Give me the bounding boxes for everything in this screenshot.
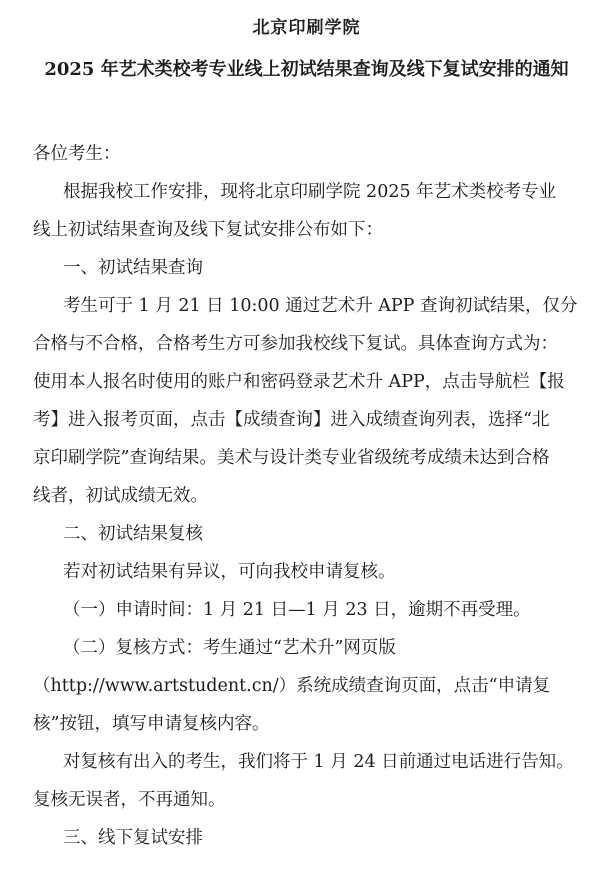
document-line: 一、初试结果查询: [63, 258, 203, 278]
document-line: 线上初试结果查询及线下复试安排公布如下：: [33, 220, 383, 240]
document-line: 考生可于 1 月 21 日 10:00 通过艺术升 APP 查询初试结果，仅分: [63, 296, 578, 316]
document-line: 核”按钮，填写申请复核内容。: [33, 714, 270, 734]
document-line: 复核无误者，不再通知。: [33, 790, 226, 810]
document-body: [0, 135, 613, 857]
document-line: （http://www.artstudent.cn/）系统成绩查询页面，点击“申请复: [33, 676, 551, 696]
document-line: 京印刷学院”查询结果。美术与设计类专业省级统考成绩未达到合格: [33, 448, 550, 468]
document-line: 若对初试结果有异议，可向我校申请复核。: [63, 562, 396, 582]
document-line: 根据我校工作安排，现将北京印刷学院 2025 年艺术类校考专业: [63, 182, 557, 202]
document-line: 合格与不合格，合格考生方可参加我校线下复试。具体查询方式为：: [33, 334, 558, 354]
document-line: 线者，初试成绩无效。: [33, 486, 208, 506]
document-line: 各位考生：: [33, 144, 121, 164]
document-line: 使用本人报名时使用的账户和密码登录艺术升 APP，点击导航栏【报: [33, 372, 565, 392]
document-line: （二）复核方式：考生通过“艺术升”网页版: [63, 638, 396, 658]
document-title: 北京印刷学院: [252, 18, 361, 38]
document-line: 对复核有出入的考生，我们将于 1 月 24 日前通过电话进行告知。: [63, 752, 574, 772]
document-line: 考】进入报考页面，点击【成绩查询】进入成绩查询列表，选择“北: [33, 410, 550, 430]
document-line: （一）申请时间：1 月 21 日—1 月 23 日，逾期不再受理。: [63, 600, 531, 620]
document-subtitle: 2025 年艺术类校考专业线上初试结果查询及线下复试安排的通知: [44, 59, 569, 80]
document-line: 三、线下复试安排: [63, 828, 203, 848]
document-line: 二、初试结果复核: [63, 524, 203, 544]
